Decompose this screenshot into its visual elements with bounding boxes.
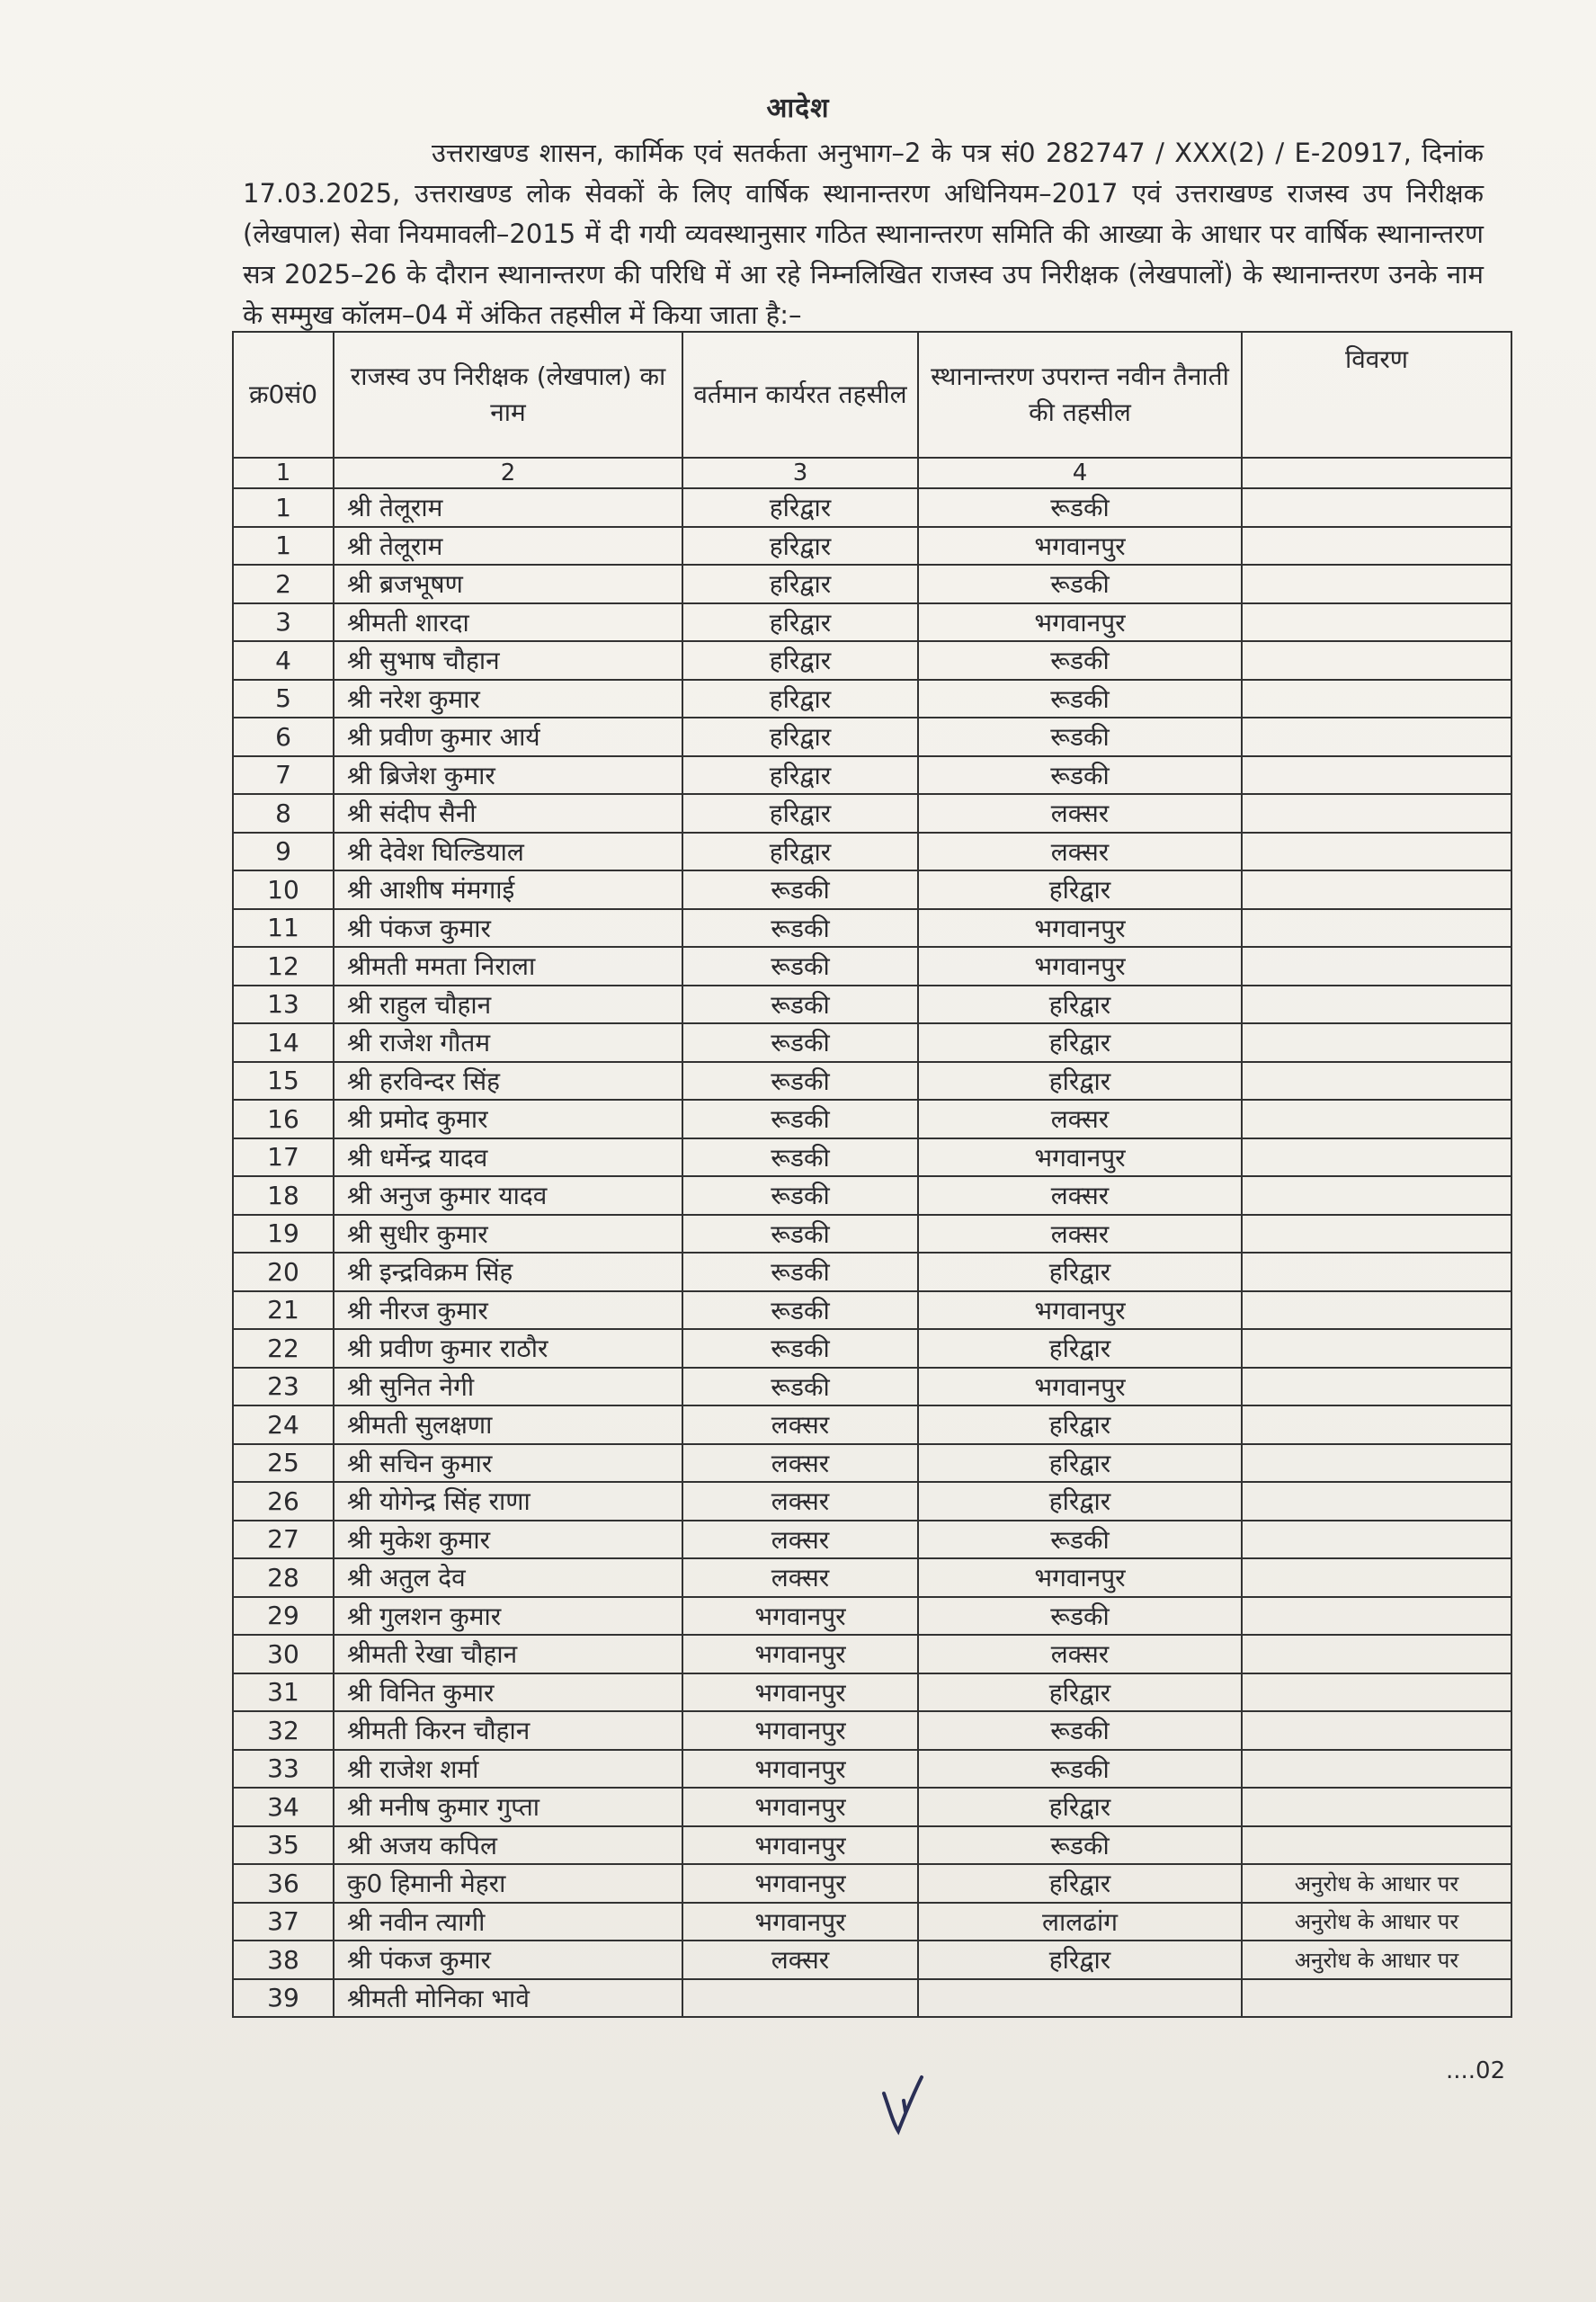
cell-current-tehsil: रूडकी: [682, 1215, 918, 1254]
cell-sn: 8: [233, 794, 334, 833]
cell-name: श्री सचिन कुमार: [334, 1444, 682, 1483]
cell-sn: 22: [233, 1329, 334, 1368]
cell-remarks: [1242, 1215, 1511, 1254]
table-row: [233, 1253, 1511, 1291]
cell-current-tehsil: रूडकी: [682, 870, 918, 909]
cell-sn: 11: [233, 909, 334, 948]
cell-current-tehsil: हरिद्वार: [682, 833, 918, 871]
cell-name: श्री राहुल चौहान: [334, 986, 682, 1024]
column-number: [1242, 458, 1511, 488]
cell-remarks: [1242, 680, 1511, 718]
signature-mark: [877, 2068, 931, 2140]
cell-remarks: [1242, 1253, 1511, 1291]
cell-name: श्री पंकज कुमार: [334, 909, 682, 948]
table-row: [233, 909, 1511, 948]
cell-new-tehsil: हरिद्वार: [918, 1941, 1242, 1979]
cell-current-tehsil: भगवानपुर: [682, 1864, 918, 1903]
cell-current-tehsil: हरिद्वार: [682, 488, 918, 527]
cell-new-tehsil: रूडकी: [918, 718, 1242, 756]
cell-name: श्री तेलूराम: [334, 527, 682, 566]
cell-sn: 4: [233, 641, 334, 680]
cell-new-tehsil: रूडकी: [918, 1521, 1242, 1559]
header-name: राजस्व उप निरीक्षक (लेखपाल) का नाम: [334, 332, 682, 458]
cell-remarks: [1242, 641, 1511, 680]
cell-current-tehsil: हरिद्वार: [682, 794, 918, 833]
cell-name: श्री योगेन्द्र सिंह राणा: [334, 1482, 682, 1521]
cell-new-tehsil: लक्सर: [918, 1176, 1242, 1215]
cell-remarks: [1242, 1291, 1511, 1330]
cell-new-tehsil: लालढांग: [918, 1903, 1242, 1941]
cell-new-tehsil: लक्सर: [918, 794, 1242, 833]
cell-current-tehsil: हरिद्वार: [682, 565, 918, 603]
cell-remarks: [1242, 488, 1511, 527]
table-row: [233, 1711, 1511, 1750]
table-row: [233, 1750, 1511, 1789]
cell-name: श्रीमती ममता निराला: [334, 947, 682, 986]
cell-remarks: [1242, 833, 1511, 871]
cell-sn: 39: [233, 1979, 334, 2018]
cell-current-tehsil: हरिद्वार: [682, 641, 918, 680]
cell-name: श्री राजेश गौतम: [334, 1023, 682, 1062]
column-number: 1: [233, 458, 334, 488]
cell-name: श्री प्रवीण कुमार आर्य: [334, 718, 682, 756]
cell-sn: 15: [233, 1062, 334, 1101]
cell-sn: 10: [233, 870, 334, 909]
cell-current-tehsil: रूडकी: [682, 1368, 918, 1406]
table-row: [233, 1788, 1511, 1826]
cell-current-tehsil: हरिद्वार: [682, 756, 918, 795]
cell-remarks: [1242, 1979, 1511, 2018]
cell-name: श्री प्रवीण कुमार राठौर: [334, 1329, 682, 1368]
header-sn: क्र0सं0: [233, 332, 334, 458]
cell-name: श्री नरेश कुमार: [334, 680, 682, 718]
cell-remarks: [1242, 1750, 1511, 1789]
cell-sn: 25: [233, 1444, 334, 1483]
cell-sn: 28: [233, 1558, 334, 1597]
cell-name: श्री मनीष कुमार गुप्ता: [334, 1788, 682, 1826]
cell-sn: 18: [233, 1176, 334, 1215]
cell-current-tehsil: हरिद्वार: [682, 680, 918, 718]
cell-new-tehsil: [918, 1979, 1242, 2018]
table-row: [233, 1023, 1511, 1062]
cell-remarks: [1242, 1826, 1511, 1865]
cell-current-tehsil: रूडकी: [682, 1329, 918, 1368]
table-row: [233, 1635, 1511, 1673]
cell-sn: 14: [233, 1023, 334, 1062]
cell-remarks: [1242, 870, 1511, 909]
cell-new-tehsil: रूडकी: [918, 1826, 1242, 1865]
table-row: [233, 794, 1511, 833]
cell-remarks: [1242, 1673, 1511, 1712]
cell-new-tehsil: हरिद्वार: [918, 1329, 1242, 1368]
cell-remarks: [1242, 1558, 1511, 1597]
cell-current-tehsil: रूडकी: [682, 947, 918, 986]
cell-sn: 3: [233, 603, 334, 642]
table-row: [233, 1521, 1511, 1559]
cell-new-tehsil: रूडकी: [918, 641, 1242, 680]
cell-name: श्री हरविन्दर सिंह: [334, 1062, 682, 1101]
order-intro: [243, 133, 1484, 335]
cell-sn: 23: [233, 1368, 334, 1406]
cell-current-tehsil: रूडकी: [682, 1253, 918, 1291]
cell-sn: 17: [233, 1138, 334, 1177]
cell-name: श्री ब्रिजेश कुमार: [334, 756, 682, 795]
cell-new-tehsil: लक्सर: [918, 1215, 1242, 1254]
cell-current-tehsil: लक्सर: [682, 1482, 918, 1521]
cell-name: श्रीमती मोनिका भावे: [334, 1979, 682, 2018]
table-row: [233, 1062, 1511, 1101]
cell-current-tehsil: लक्सर: [682, 1521, 918, 1559]
header-remarks: विवरण: [1242, 332, 1511, 458]
cell-current-tehsil: रूडकी: [682, 909, 918, 948]
cell-new-tehsil: लक्सर: [918, 1635, 1242, 1673]
cell-new-tehsil: रूडकी: [918, 1597, 1242, 1636]
cell-sn: 35: [233, 1826, 334, 1865]
cell-name: श्री देवेश घिल्डियाल: [334, 833, 682, 871]
cell-remarks: [1242, 1023, 1511, 1062]
cell-remarks: [1242, 527, 1511, 566]
cell-current-tehsil: रूडकी: [682, 986, 918, 1024]
table-row: [233, 1100, 1511, 1138]
cell-name: श्री प्रमोद कुमार: [334, 1100, 682, 1138]
cell-remarks: अनुरोध के आधार पर: [1242, 1864, 1511, 1903]
cell-current-tehsil: भगवानपुर: [682, 1903, 918, 1941]
table-row: [233, 1864, 1511, 1903]
cell-sn: 37: [233, 1903, 334, 1941]
cell-remarks: [1242, 1138, 1511, 1177]
cell-name: श्री राजेश शर्मा: [334, 1750, 682, 1789]
cell-current-tehsil: रूडकी: [682, 1176, 918, 1215]
cell-name: श्रीमती सुलक्षणा: [334, 1405, 682, 1444]
cell-name: श्रीमती शारदा: [334, 603, 682, 642]
cell-remarks: [1242, 1062, 1511, 1101]
cell-sn: 27: [233, 1521, 334, 1559]
cell-sn: 26: [233, 1482, 334, 1521]
table-row: [233, 1826, 1511, 1865]
cell-sn: 1: [233, 527, 334, 566]
table-row: [233, 1291, 1511, 1330]
table-row: [233, 680, 1511, 718]
cell-sn: 12: [233, 947, 334, 986]
cell-current-tehsil: रूडकी: [682, 1291, 918, 1330]
cell-new-tehsil: भगवानपुर: [918, 1368, 1242, 1406]
table-row: [233, 1329, 1511, 1368]
cell-remarks: [1242, 1635, 1511, 1673]
table-row: [233, 1444, 1511, 1483]
cell-name: श्री अतुल देव: [334, 1558, 682, 1597]
cell-name: श्री नवीन त्यागी: [334, 1903, 682, 1941]
cell-new-tehsil: हरिद्वार: [918, 1444, 1242, 1483]
transfer-table: [232, 331, 1512, 2018]
cell-sn: 9: [233, 833, 334, 871]
cell-name: श्री अनुज कुमार यादव: [334, 1176, 682, 1215]
cell-new-tehsil: भगवानपुर: [918, 603, 1242, 642]
table-header-row: [233, 332, 1511, 458]
table-row: [233, 527, 1511, 566]
cell-remarks: [1242, 947, 1511, 986]
cell-sn: 7: [233, 756, 334, 795]
cell-sn: 33: [233, 1750, 334, 1789]
cell-sn: 13: [233, 986, 334, 1024]
cell-sn: 2: [233, 565, 334, 603]
cell-sn: 1: [233, 488, 334, 527]
table-row: [233, 1482, 1511, 1521]
cell-new-tehsil: हरिद्वार: [918, 1864, 1242, 1903]
table-row: [233, 603, 1511, 642]
cell-new-tehsil: हरिद्वार: [918, 870, 1242, 909]
cell-remarks: [1242, 986, 1511, 1024]
cell-name: श्री सुभाष चौहान: [334, 641, 682, 680]
table-row: [233, 833, 1511, 871]
cell-name: श्री पंकज कुमार: [334, 1941, 682, 1979]
cell-sn: 32: [233, 1711, 334, 1750]
table-row: [233, 756, 1511, 795]
cell-current-tehsil: भगवानपुर: [682, 1826, 918, 1865]
cell-remarks: [1242, 1100, 1511, 1138]
cell-sn: 20: [233, 1253, 334, 1291]
cell-sn: 29: [233, 1597, 334, 1636]
cell-remarks: [1242, 909, 1511, 948]
cell-name: श्री धर्मेन्द्र यादव: [334, 1138, 682, 1177]
table-row: [233, 565, 1511, 603]
cell-new-tehsil: रूडकी: [918, 1711, 1242, 1750]
cell-sn: 5: [233, 680, 334, 718]
cell-new-tehsil: भगवानपुर: [918, 909, 1242, 948]
cell-name: श्री आशीष मंमगाई: [334, 870, 682, 909]
cell-name: श्री तेलूराम: [334, 488, 682, 527]
cell-current-tehsil: लक्सर: [682, 1405, 918, 1444]
cell-new-tehsil: रूडकी: [918, 488, 1242, 527]
cell-current-tehsil: रूडकी: [682, 1023, 918, 1062]
column-number: 2: [334, 458, 682, 488]
table-row: [233, 1558, 1511, 1597]
cell-sn: 31: [233, 1673, 334, 1712]
table-row: [233, 1673, 1511, 1712]
cell-new-tehsil: हरिद्वार: [918, 1023, 1242, 1062]
cell-sn: 38: [233, 1941, 334, 1979]
cell-new-tehsil: रूडकी: [918, 1750, 1242, 1789]
table-row: [233, 641, 1511, 680]
cell-remarks: [1242, 1405, 1511, 1444]
header-current-tehsil: वर्तमान कार्यरत तहसील: [682, 332, 918, 458]
column-number: 3: [682, 458, 918, 488]
table-body: [233, 458, 1511, 2017]
cell-current-tehsil: रूडकी: [682, 1138, 918, 1177]
table-row: [233, 1368, 1511, 1406]
cell-sn: 24: [233, 1405, 334, 1444]
cell-new-tehsil: रूडकी: [918, 756, 1242, 795]
cell-current-tehsil: भगवानपुर: [682, 1635, 918, 1673]
cell-remarks: [1242, 1368, 1511, 1406]
cell-remarks: [1242, 1444, 1511, 1483]
table-row: [233, 488, 1511, 527]
table-row: [233, 1903, 1511, 1941]
cell-current-tehsil: भगवानपुर: [682, 1750, 918, 1789]
cell-new-tehsil: हरिद्वार: [918, 1482, 1242, 1521]
cell-remarks: [1242, 756, 1511, 795]
cell-remarks: [1242, 1788, 1511, 1826]
column-number: 4: [918, 458, 1242, 488]
cell-new-tehsil: भगवानपुर: [918, 1558, 1242, 1597]
page-number: ....02: [1446, 2057, 1506, 2084]
cell-remarks: [1242, 1521, 1511, 1559]
cell-name: श्री इन्द्रविक्रम सिंह: [334, 1253, 682, 1291]
cell-name: श्री सुधीर कुमार: [334, 1215, 682, 1254]
cell-new-tehsil: हरिद्वार: [918, 1405, 1242, 1444]
cell-sn: 6: [233, 718, 334, 756]
cell-new-tehsil: हरिद्वार: [918, 986, 1242, 1024]
cell-current-tehsil: हरिद्वार: [682, 718, 918, 756]
cell-name: श्री सुनित नेगी: [334, 1368, 682, 1406]
cell-name: कु0 हिमानी मेहरा: [334, 1864, 682, 1903]
table-row: [233, 870, 1511, 909]
cell-name: श्रीमती रेखा चौहान: [334, 1635, 682, 1673]
cell-remarks: [1242, 1711, 1511, 1750]
cell-remarks: [1242, 794, 1511, 833]
table-row: [233, 1597, 1511, 1636]
cell-remarks: अनुरोध के आधार पर: [1242, 1903, 1511, 1941]
cell-remarks: अनुरोध के आधार पर: [1242, 1941, 1511, 1979]
cell-new-tehsil: भगवानपुर: [918, 947, 1242, 986]
table-row: [233, 1405, 1511, 1444]
cell-name: श्री ब्रजभूषण: [334, 565, 682, 603]
cell-name: श्री नीरज कुमार: [334, 1291, 682, 1330]
table-row: [233, 718, 1511, 756]
cell-remarks: [1242, 565, 1511, 603]
cell-new-tehsil: हरिद्वार: [918, 1673, 1242, 1712]
cell-name: श्री गुलशन कुमार: [334, 1597, 682, 1636]
column-number-row: [233, 458, 1511, 488]
cell-remarks: [1242, 1482, 1511, 1521]
cell-sn: 34: [233, 1788, 334, 1826]
cell-remarks: [1242, 1329, 1511, 1368]
cell-name: श्री मुकेश कुमार: [334, 1521, 682, 1559]
cell-sn: 36: [233, 1864, 334, 1903]
cell-new-tehsil: हरिद्वार: [918, 1788, 1242, 1826]
cell-new-tehsil: भगवानपुर: [918, 1291, 1242, 1330]
cell-current-tehsil: लक्सर: [682, 1558, 918, 1597]
cell-current-tehsil: भगवानपुर: [682, 1597, 918, 1636]
cell-sn: 16: [233, 1100, 334, 1138]
cell-current-tehsil: रूडकी: [682, 1100, 918, 1138]
cell-sn: 21: [233, 1291, 334, 1330]
cell-new-tehsil: लक्सर: [918, 1100, 1242, 1138]
header-new-tehsil: स्थानान्तरण उपरान्त नवीन तैनाती की तहसील: [918, 332, 1242, 458]
table-row: [233, 947, 1511, 986]
cell-name: श्री अजय कपिल: [334, 1826, 682, 1865]
cell-new-tehsil: रूडकी: [918, 680, 1242, 718]
cell-remarks: [1242, 718, 1511, 756]
table-row: [233, 1941, 1511, 1979]
table-row: [233, 986, 1511, 1024]
cell-sn: 19: [233, 1215, 334, 1254]
cell-current-tehsil: लक्सर: [682, 1941, 918, 1979]
table-row: [233, 1979, 1511, 2018]
table-row: [233, 1215, 1511, 1254]
cell-current-tehsil: लक्सर: [682, 1444, 918, 1483]
table-row: [233, 1176, 1511, 1215]
cell-current-tehsil: [682, 1979, 918, 2018]
cell-current-tehsil: हरिद्वार: [682, 603, 918, 642]
order-heading: आदेश: [766, 93, 830, 124]
cell-name: श्री संदीप सैनी: [334, 794, 682, 833]
cell-current-tehsil: भगवानपुर: [682, 1673, 918, 1712]
cell-new-tehsil: भगवानपुर: [918, 527, 1242, 566]
cell-name: श्री विनित कुमार: [334, 1673, 682, 1712]
cell-sn: 30: [233, 1635, 334, 1673]
cell-current-tehsil: भगवानपुर: [682, 1711, 918, 1750]
table-row: [233, 1138, 1511, 1177]
cell-name: श्रीमती किरन चौहान: [334, 1711, 682, 1750]
cell-remarks: [1242, 1597, 1511, 1636]
cell-current-tehsil: रूडकी: [682, 1062, 918, 1101]
intro-paragraph: उत्तराखण्ड शासन, कार्मिक एवं सतर्कता अनुभाग–2 के पत्र सं0 282747 / XXX(2) / E-20917, दिनांक 17.03.2025, उत्तराखण्ड लोक सेवकों के लिए वार्षिक स्थानान्तरण अधिनियम–2017 एवं उत्तराखण्ड राजस्व उप निरीक्षक (लेखपाल) सेवा नियमावली–2015 में दी गयी व्यवस्थानुसार गठित स्थानान्तरण समिति की आख्या के आधार पर वार्षिक स्थानान्तरण सत्र 2025–26 के दौरान स्थानान्तरण की परिधि में आ रहे निम्नलिखित राजस्व उप निरीक्षक (लेखपालों) के स्थानान्तरण उनके नाम के सम्मुख कॉलम–04 में अंकित तहसील में किया जाता है:–: [243, 138, 1485, 330]
cell-remarks: [1242, 603, 1511, 642]
cell-new-tehsil: भगवानपुर: [918, 1138, 1242, 1177]
cell-current-tehsil: हरिद्वार: [682, 527, 918, 566]
cell-new-tehsil: हरिद्वार: [918, 1062, 1242, 1101]
cell-new-tehsil: रूडकी: [918, 565, 1242, 603]
cell-new-tehsil: हरिद्वार: [918, 1253, 1242, 1291]
cell-current-tehsil: भगवानपुर: [682, 1788, 918, 1826]
cell-remarks: [1242, 1176, 1511, 1215]
cell-new-tehsil: लक्सर: [918, 833, 1242, 871]
